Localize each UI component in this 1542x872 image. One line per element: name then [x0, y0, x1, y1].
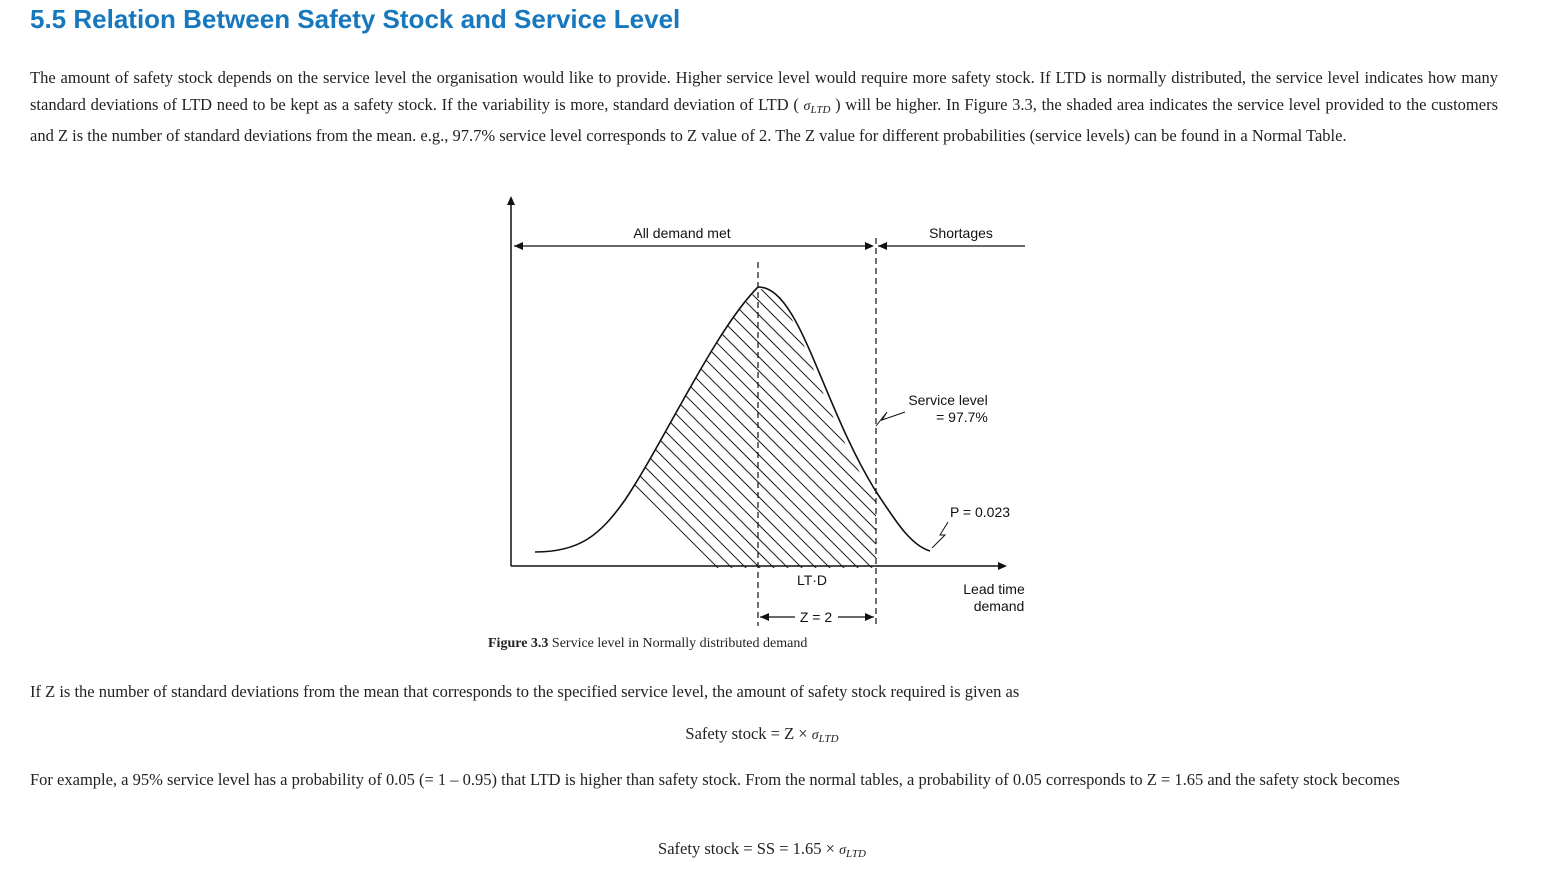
- all-demand-arrow-right-icon: [865, 242, 874, 250]
- formula2-subscript: LTD: [845, 848, 866, 860]
- formula2-sigma: σ: [839, 843, 846, 858]
- hatch-line: [602, 270, 902, 570]
- service-level-pointer: [876, 412, 905, 426]
- label-service-level-2: = 97.7%: [936, 409, 988, 425]
- label-lead-time-2: demand: [973, 598, 1025, 614]
- hatch-line: [574, 270, 874, 570]
- hatch-line: [616, 270, 916, 570]
- shaded-area-hatching: [420, 270, 1196, 570]
- formula-safety-stock: [0, 724, 1524, 745]
- y-axis-arrow-icon: [507, 196, 515, 205]
- label-shortages: Shortages: [929, 225, 993, 241]
- hatch-line: [840, 270, 1140, 570]
- hatch-line: [434, 270, 734, 570]
- formula1-subscript: LTD: [818, 733, 839, 745]
- label-ltd: LT·D: [796, 572, 828, 588]
- label-z: Z = 2: [799, 609, 833, 625]
- z-arrow-right-icon: [865, 613, 874, 621]
- caption-text: Service level in Normally distributed demand: [548, 636, 808, 651]
- hatch-line: [882, 270, 1182, 570]
- intro-text-part1: The amount of safety stock depends on the service level the organisation would like to provide. Higher service level would require more safety stock. If LTD is normally distributed, the service level indicates how many standard deviations of LTD need to be kept as a safety stock. If the variability is more, standard deviation of LTD (: [30, 68, 1498, 114]
- example-paragraph: For example, a 95% service level has a probability of 0.05 (= 1 – 0.95) that LTD is higher than safety stock. From the normal tables, a probability of 0.05 corresponds to Z = 1.65 and the safety stock becomes: [30, 770, 1400, 789]
- intro-text-part2: ) will be higher. In Figure 3.3, the shaded area indicates the service level provided to the customers and Z is the number of standard deviations from the mean. e.g., 97.7% service level corresponds to Z value of 2. The Z value for different probabilities (service levels) can be found in a Normal Table.: [30, 94, 1498, 145]
- shortages-arrow-left-icon: [878, 242, 887, 250]
- hatch-line: [462, 270, 762, 570]
- formula2-text: Safety stock = SS = 1.65 ×: [658, 839, 840, 858]
- x-axis-arrow-icon: [998, 562, 1007, 570]
- z-paragraph: If Z is the number of standard deviations from the mean that corresponds to the specified service level, the amount of safety stock required is given as: [30, 682, 1020, 701]
- figure-caption: [488, 636, 807, 652]
- formula1-text: Safety stock = Z ×: [685, 724, 812, 743]
- label-p: P = 0.023: [949, 504, 1011, 520]
- hatch-line: [868, 270, 1168, 570]
- hatch-line: [588, 270, 888, 570]
- hatch-line: [448, 270, 748, 570]
- section-heading: 5.5 Relation Between Safety Stock and Service Level: [30, 4, 681, 34]
- hatch-line: [546, 270, 846, 570]
- label-all-demand-met: All demand met: [633, 225, 731, 241]
- all-demand-arrow-left-icon: [514, 242, 523, 250]
- caption-label: Figure 3.3: [488, 636, 549, 651]
- z-arrow-left-icon: [760, 613, 769, 621]
- p-pointer: [932, 522, 948, 548]
- hatch-line: [420, 270, 720, 570]
- hatch-line: [476, 270, 776, 570]
- sigma-symbol: σ: [803, 98, 811, 114]
- label-service-level-1: Service level: [908, 392, 988, 408]
- formula1-sigma: σ: [811, 728, 819, 743]
- formula-safety-stock-example: [0, 839, 1524, 860]
- label-lead-time-1: Lead time: [963, 581, 1025, 597]
- sigma-subscript: LTD: [810, 103, 831, 116]
